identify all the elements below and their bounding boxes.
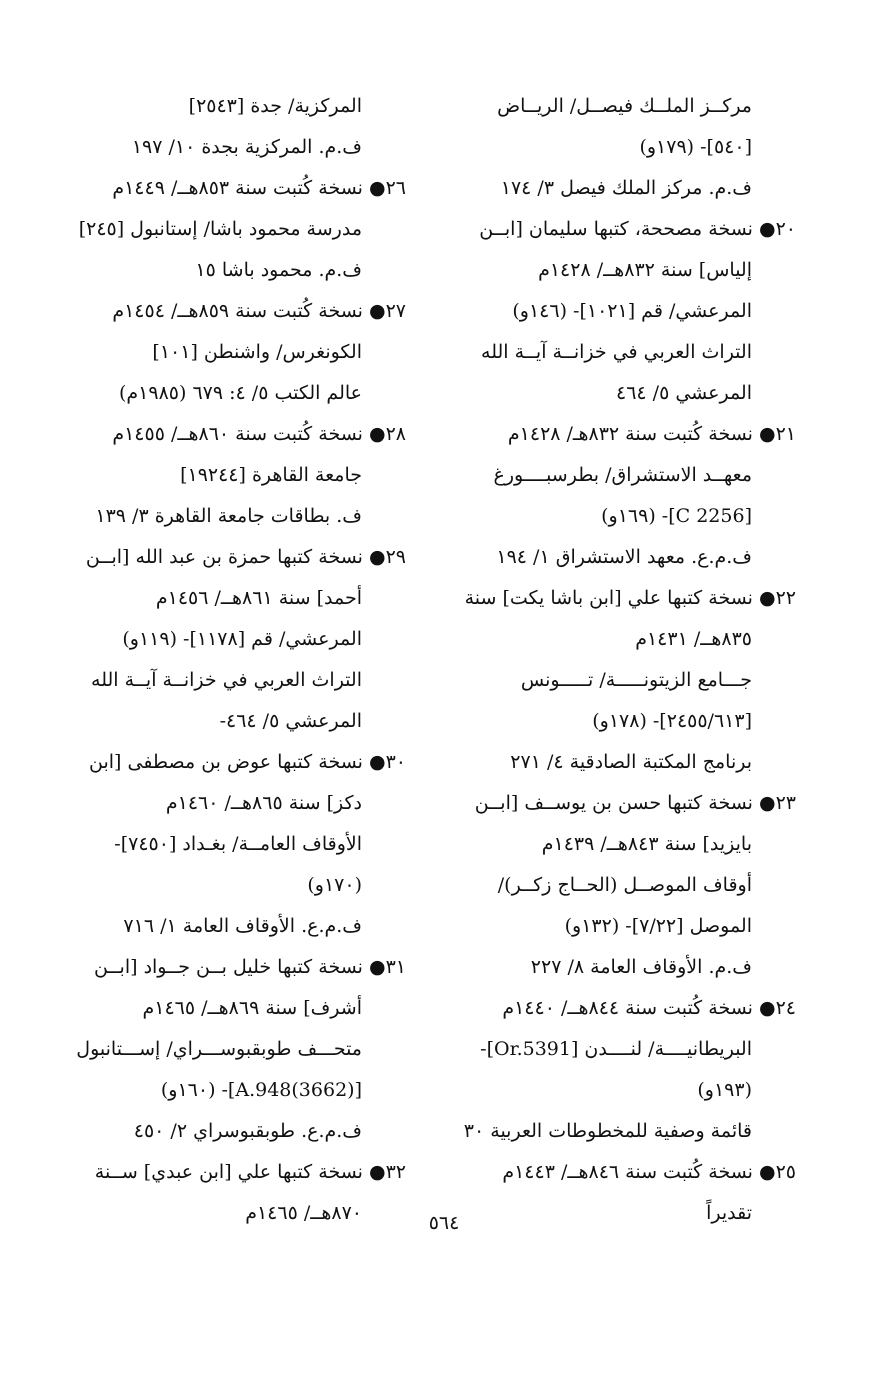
right-column-line: برنامج المكتبة الصادقية ٤/ ٢٧١ (510, 751, 752, 773)
left-column-line: ٢٩● نسخة كتبها حمزة بن عبد الله [ابــن (85, 546, 406, 568)
left-column-line: ٣٠● نسخة كتبها عوض بن مصطفى [ابن (89, 751, 406, 773)
right-column-line: ٢٤● نسخة كُتبت سنة ٨٤٤هــ/ ١٤٤٠م (502, 997, 796, 1019)
left-column-line: عالم الكتب ٥/ ٤: ٦٧٩ (١٩٨٥م) (118, 382, 362, 404)
right-column-line: [٢٤٥٥/٦١٣]- (١٧٨و) (592, 710, 752, 732)
left-column-line: [A.948(3662)]- (١٦٠و) (160, 1079, 362, 1101)
left-column-line: ٣١● نسخة كتبها خليل بــن جــواد [ابــن (93, 956, 406, 978)
right-column-line: الموصل [٧/٢٢]- (١٣٢و) (564, 915, 752, 937)
right-column-line: جـــامع الزيتونـــــة/ تـــــونس (520, 669, 752, 691)
left-column-line: المرعشي/ قم [١١٧٨]- (١١٩و) (122, 628, 362, 650)
page-number: ٥٦٤ (428, 1212, 460, 1234)
left-column-line: المرعشي ٥/ ٤٦٤- (219, 710, 362, 732)
left-column-line: ٢٦● نسخة كُتبت سنة ٨٥٣هــ/ ١٤٤٩م (112, 177, 406, 199)
right-column-line: ٢٣● نسخة كتبها حسن بن يوســف [ابــن (474, 792, 796, 814)
left-column-line: (١٧٠و) (307, 874, 362, 896)
left-column-line: ف.م. محمود باشا ١٥ (195, 259, 362, 281)
left-column-line: ٨٧٠هــ/ ١٤٦٥م (245, 1202, 362, 1224)
right-column-line: ف.م. الأوقاف العامة ٨/ ٢٢٧ (530, 956, 752, 978)
right-column-line: [٥٤٠]- (١٧٩و) (639, 136, 752, 158)
right-column-line: ٢٠● نسخة مصححة، كتبها سليمان [ابــن (479, 218, 796, 240)
right-column-line: ف.م.ع. معهد الاستشراق ١/ ١٩٤ (496, 546, 752, 568)
left-column-line: التراث العربي في خزانــة آيــة الله (91, 669, 362, 691)
left-column-line: ٢٨● نسخة كُتبت سنة ٨٦٠هــ/ ١٤٥٥م (112, 423, 406, 445)
left-column-line: المركزية/ جدة [٢٥٤٣] (188, 95, 362, 117)
right-column-line: تقديراً (706, 1202, 752, 1224)
right-column (440, 86, 796, 1234)
right-column-line: [C 2256]- (١٦٩و) (601, 505, 752, 527)
left-column-line: دكز] سنة ٨٦٥هــ/ ١٤٦٠م (165, 792, 362, 814)
right-column-line: ٨٣٥هــ/ ١٤٣١م (635, 628, 752, 650)
left-column-line: الكونغرس/ واشنطن [١٠١] (152, 341, 362, 363)
right-column-line: ٢٥● نسخة كُتبت سنة ٨٤٦هــ/ ١٤٤٣م (502, 1161, 796, 1183)
left-column-line: مدرسة محمود باشا/ إستانبول [٢٤٥] (78, 218, 362, 240)
left-column-line: أشرف] سنة ٨٦٩هــ/ ١٤٦٥م (142, 997, 362, 1019)
left-column-line: ٢٧● نسخة كُتبت سنة ٨٥٩هــ/ ١٤٥٤م (112, 300, 406, 322)
right-column-line: (١٩٣و) (697, 1079, 752, 1101)
right-column-line: ٢٢● نسخة كتبها علي [ابن باشا يكت] سنة (464, 587, 796, 609)
right-column-line: ٢١● نسخة كُتبت سنة ٨٣٢هـ/ ١٤٢٨م (507, 423, 796, 445)
left-column-line: ف.م.ع. الأوقاف العامة ١/ ٧١٦ (123, 915, 362, 937)
right-column-line: البريطانيــــة/ لنــــدن [Or.5391]- (480, 1038, 752, 1060)
right-column-line: أوقاف الموصــل (الحــاج زكــر)/ (497, 874, 752, 896)
left-column-line: ف.م.ع. طوبقبوسراي ٢/ ٤٥٠ (133, 1120, 362, 1142)
left-column-line: متحـــف طوبقبوســـراي/ إســـتانبول (76, 1038, 362, 1060)
left-column-line: جامعة القاهرة [١٩٢٤٤] (180, 464, 362, 486)
right-column-line: مركــز الملــك فيصــل/ الريــاض (497, 95, 752, 117)
right-column-line: المرعشي ٥/ ٤٦٤ (616, 382, 752, 404)
right-column-line: قائمة وصفية للمخطوطات العربية ٣٠ (463, 1120, 752, 1142)
left-column (54, 86, 406, 1234)
right-column-line: بايزيد] سنة ٨٤٣هــ/ ١٤٣٩م (541, 833, 752, 855)
right-column-line: إلياس] سنة ٨٣٢هــ/ ١٤٢٨م (538, 259, 752, 281)
left-column-line: ف. بطاقات جامعة القاهرة ٣/ ١٣٩ (95, 505, 362, 527)
right-column-line: معهــد الاستشراق/ بطرسبــــورغ (493, 464, 752, 486)
left-column-line: ف.م. المركزية بجدة ١٠/ ١٩٧ (131, 136, 362, 158)
right-column-line: المرعشي/ قم [١٠٢١]- (١٤٦و) (512, 300, 752, 322)
right-column-line: التراث العربي في خزانــة آيــة الله (481, 341, 752, 363)
right-column-line: ف.م. مركز الملك فيصل ٣/ ١٧٤ (500, 177, 752, 199)
left-column-line: أحمد] سنة ٨٦١هــ/ ١٤٥٦م (155, 587, 362, 609)
left-column-line: الأوقاف العامــة/ بغـداد [٧٤٥٠]- (114, 833, 362, 855)
left-column-line: ٣٢● نسخة كتبها علي [ابن عبدي] ســنة (94, 1161, 406, 1183)
